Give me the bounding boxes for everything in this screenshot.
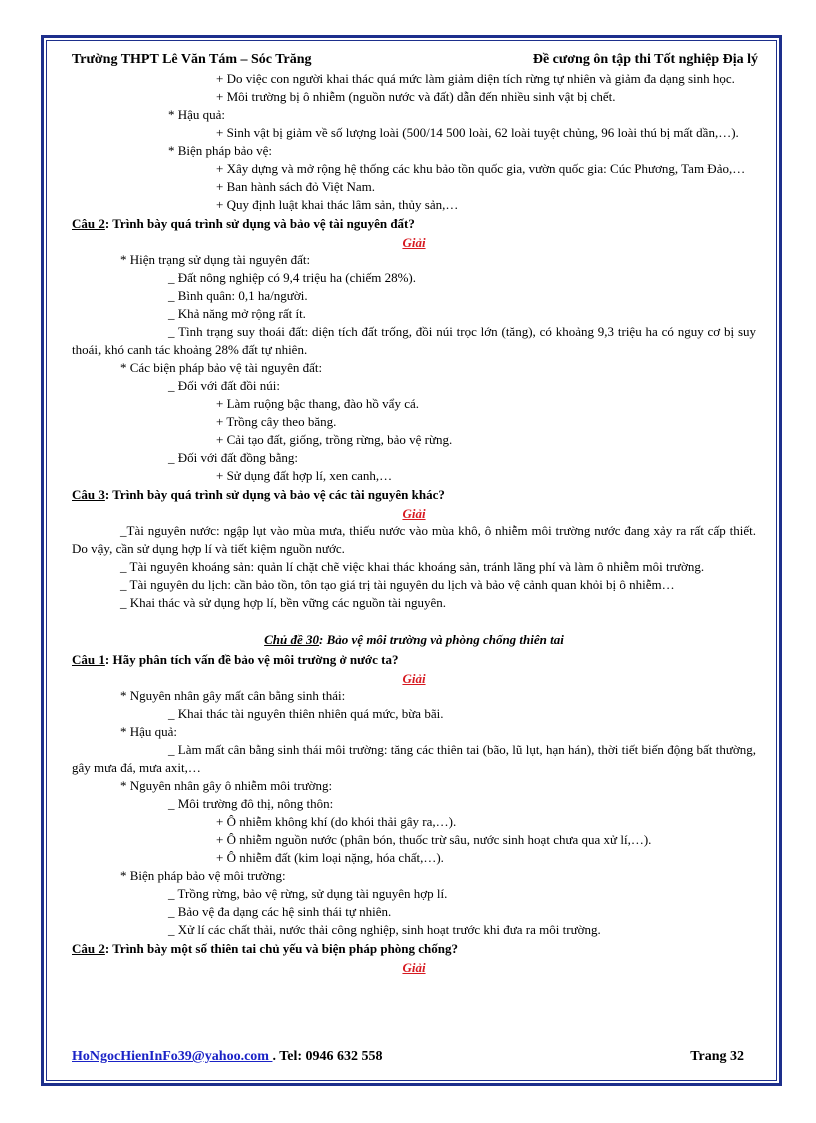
body-line: + Quy định luật khai thác lâm sản, thủy sản,…	[216, 197, 459, 212]
answer-label: Giải	[402, 671, 426, 686]
body-line: _ Bảo vệ đa dạng các hệ sinh thái tự nhiên.	[168, 904, 392, 919]
body-line: _ Tình trạng suy thoái đất: diện tích đất trống, đồi núi trọc lớn (tăng), có khoảng 9,3 triệu ha có nguy cơ bị suy thoái, khó canh tác khoảng 28% đất tự nhiên.	[72, 324, 756, 357]
body-line: * Nguyên nhân gây mất cân bằng sinh thái:	[120, 688, 346, 703]
answer-label: Giải	[402, 235, 426, 250]
question-text: : Trình bày quá trình sử dụng và bảo vệ tài nguyên đất?	[104, 216, 415, 231]
question-number: Câu 2	[72, 941, 105, 956]
body-line: + Ô nhiễm đất (kim loại nặng, hóa chất,…).	[216, 850, 444, 865]
page-footer	[72, 1049, 744, 1069]
body-line: + Sinh vật bị giảm về số lượng loài (500/14 500 loài, 62 loài tuyệt chủng, 96 loài thú bị mất dần,…).	[216, 125, 739, 140]
body-line: * Các biện pháp bảo vệ tài nguyên đất:	[120, 360, 323, 375]
question-heading	[72, 214, 756, 234]
answer-label: Giải	[402, 960, 426, 975]
question-text: : Hãy phân tích vấn đề bảo vệ môi trường ở nước ta?	[104, 652, 399, 667]
question-text: : Trình bày một số thiên tai chủ yếu và biện pháp phòng chống?	[104, 941, 459, 956]
body-line: * Nguyên nhân gây ô nhiễm môi trường:	[120, 778, 333, 793]
body-line: + Do việc con người khai thác quá mức làm giảm diện tích rừng tự nhiên và giảm đa dạng sinh học.	[216, 71, 735, 86]
page-number: Trang 32	[690, 1049, 744, 1064]
body-line: _Tài nguyên nước: ngập lụt vào mùa mưa, thiếu nước vào mùa khô, ô nhiễm môi trường nước đang xảy ra rất cấp thiết. Do vậy, cần sử dụng hợp lí và tiết kiệm nguồn nước.	[72, 523, 756, 556]
question-number: Câu 3	[72, 487, 105, 502]
body-line: _ Đất nông nghiệp có 9,4 triệu ha (chiếm 28%).	[168, 270, 417, 285]
page-header	[72, 52, 758, 72]
spacer	[72, 612, 756, 630]
body-line: + Ban hành sách đỏ Việt Nam.	[216, 179, 376, 194]
body-line: _ Đối với đất đồi núi:	[168, 378, 280, 393]
question-heading	[72, 650, 756, 670]
body-line: + Sử dụng đất hợp lí, xen canh,…	[216, 468, 393, 483]
question-heading	[72, 485, 756, 505]
body-line: * Hiện trạng sử dụng tài nguyên đất:	[120, 252, 311, 267]
document-body	[72, 70, 756, 976]
body-line: _ Làm mất cân bằng sinh thái môi trường: tăng các thiên tai (bão, lũ lụt, hạn hán), thời tiết biến động bất thường, gây mưa đá, mưa axit,…	[72, 742, 756, 775]
body-line: _ Tài nguyên khoáng sản: quản lí chặt chẽ việc khai thác khoáng sản, tránh lãng phí và làm ô nhiễm môi trường.	[120, 559, 705, 574]
email-link[interactable]: HoNgocHienInFo39@yahoo.com	[72, 1049, 273, 1064]
question-number: Câu 2	[72, 216, 105, 231]
body-line: _ Khai thác và sử dụng hợp lí, bền vững các nguồn tài nguyên.	[120, 595, 447, 610]
question-text: : Trình bày quá trình sử dụng và bảo vệ các tài nguyên khác?	[104, 487, 445, 502]
topic-heading	[72, 630, 756, 650]
topic-title: : Bảo vệ môi trường và phòng chống thiên tai	[319, 632, 564, 647]
body-line: _ Trồng rừng, bảo vệ rừng, sử dụng tài nguyên hợp lí.	[168, 886, 448, 901]
header-title: Đề cương ôn tập thi Tốt nghiệp Địa lý	[532, 52, 758, 67]
footer-contact	[72, 1049, 383, 1065]
body-line: + Trồng cây theo băng.	[216, 414, 337, 429]
answer-label: Giải	[402, 506, 426, 521]
question-number: Câu 1	[72, 652, 105, 667]
body-line: * Biện pháp bảo vệ môi trường:	[120, 868, 286, 883]
body-line: + Làm ruộng bậc thang, đào hồ vẩy cá.	[216, 396, 419, 411]
body-line: * Hậu quả:	[168, 107, 226, 122]
body-line: + Ô nhiễm nguồn nước (phân bón, thuốc trừ sâu, nước sinh hoạt chưa qua xử lí,…).	[216, 832, 652, 847]
header-school: Trường THPT Lê Văn Tám – Sóc Trăng	[72, 52, 312, 67]
body-line: _ Tài nguyên du lịch: cần bảo tồn, tôn tạo giá trị tài nguyên du lịch và bảo vệ cảnh quan khỏi bị ô nhiễm…	[120, 577, 675, 592]
body-line: _ Xử lí các chất thải, nước thải công nghiệp, sinh hoạt trước khi đưa ra môi trường.	[168, 922, 601, 937]
body-line: _ Khai thác tài nguyên thiên nhiên quá mức, bừa bãi.	[168, 706, 444, 721]
body-line: + Cải tạo đất, giống, trồng rừng, bảo vệ rừng.	[216, 432, 453, 447]
footer-tel: . Tel: 0946 632 558	[272, 1049, 383, 1064]
question-heading	[72, 939, 756, 959]
body-line: _ Khả năng mở rộng rất ít.	[168, 306, 306, 321]
body-line: _ Đối với đất đồng bằng:	[168, 450, 298, 465]
body-line: * Biện pháp bảo vệ:	[168, 143, 272, 158]
body-line: + Môi trường bị ô nhiễm (nguồn nước và đất) dẫn đến nhiều sinh vật bị chết.	[216, 89, 616, 104]
body-line: _ Môi trường đô thị, nông thôn:	[168, 796, 334, 811]
topic-number: Chủ đề 30	[264, 632, 320, 647]
body-line: _ Bình quân: 0,1 ha/người.	[168, 288, 308, 303]
body-line: + Ô nhiễm không khí (do khói thải gây ra,…).	[216, 814, 457, 829]
body-line: * Hậu quả:	[120, 724, 178, 739]
body-line: + Xây dựng và mở rộng hệ thống các khu bảo tồn quốc gia, vườn quốc gia: Cúc Phương, Tam Đảo,…	[216, 161, 746, 176]
